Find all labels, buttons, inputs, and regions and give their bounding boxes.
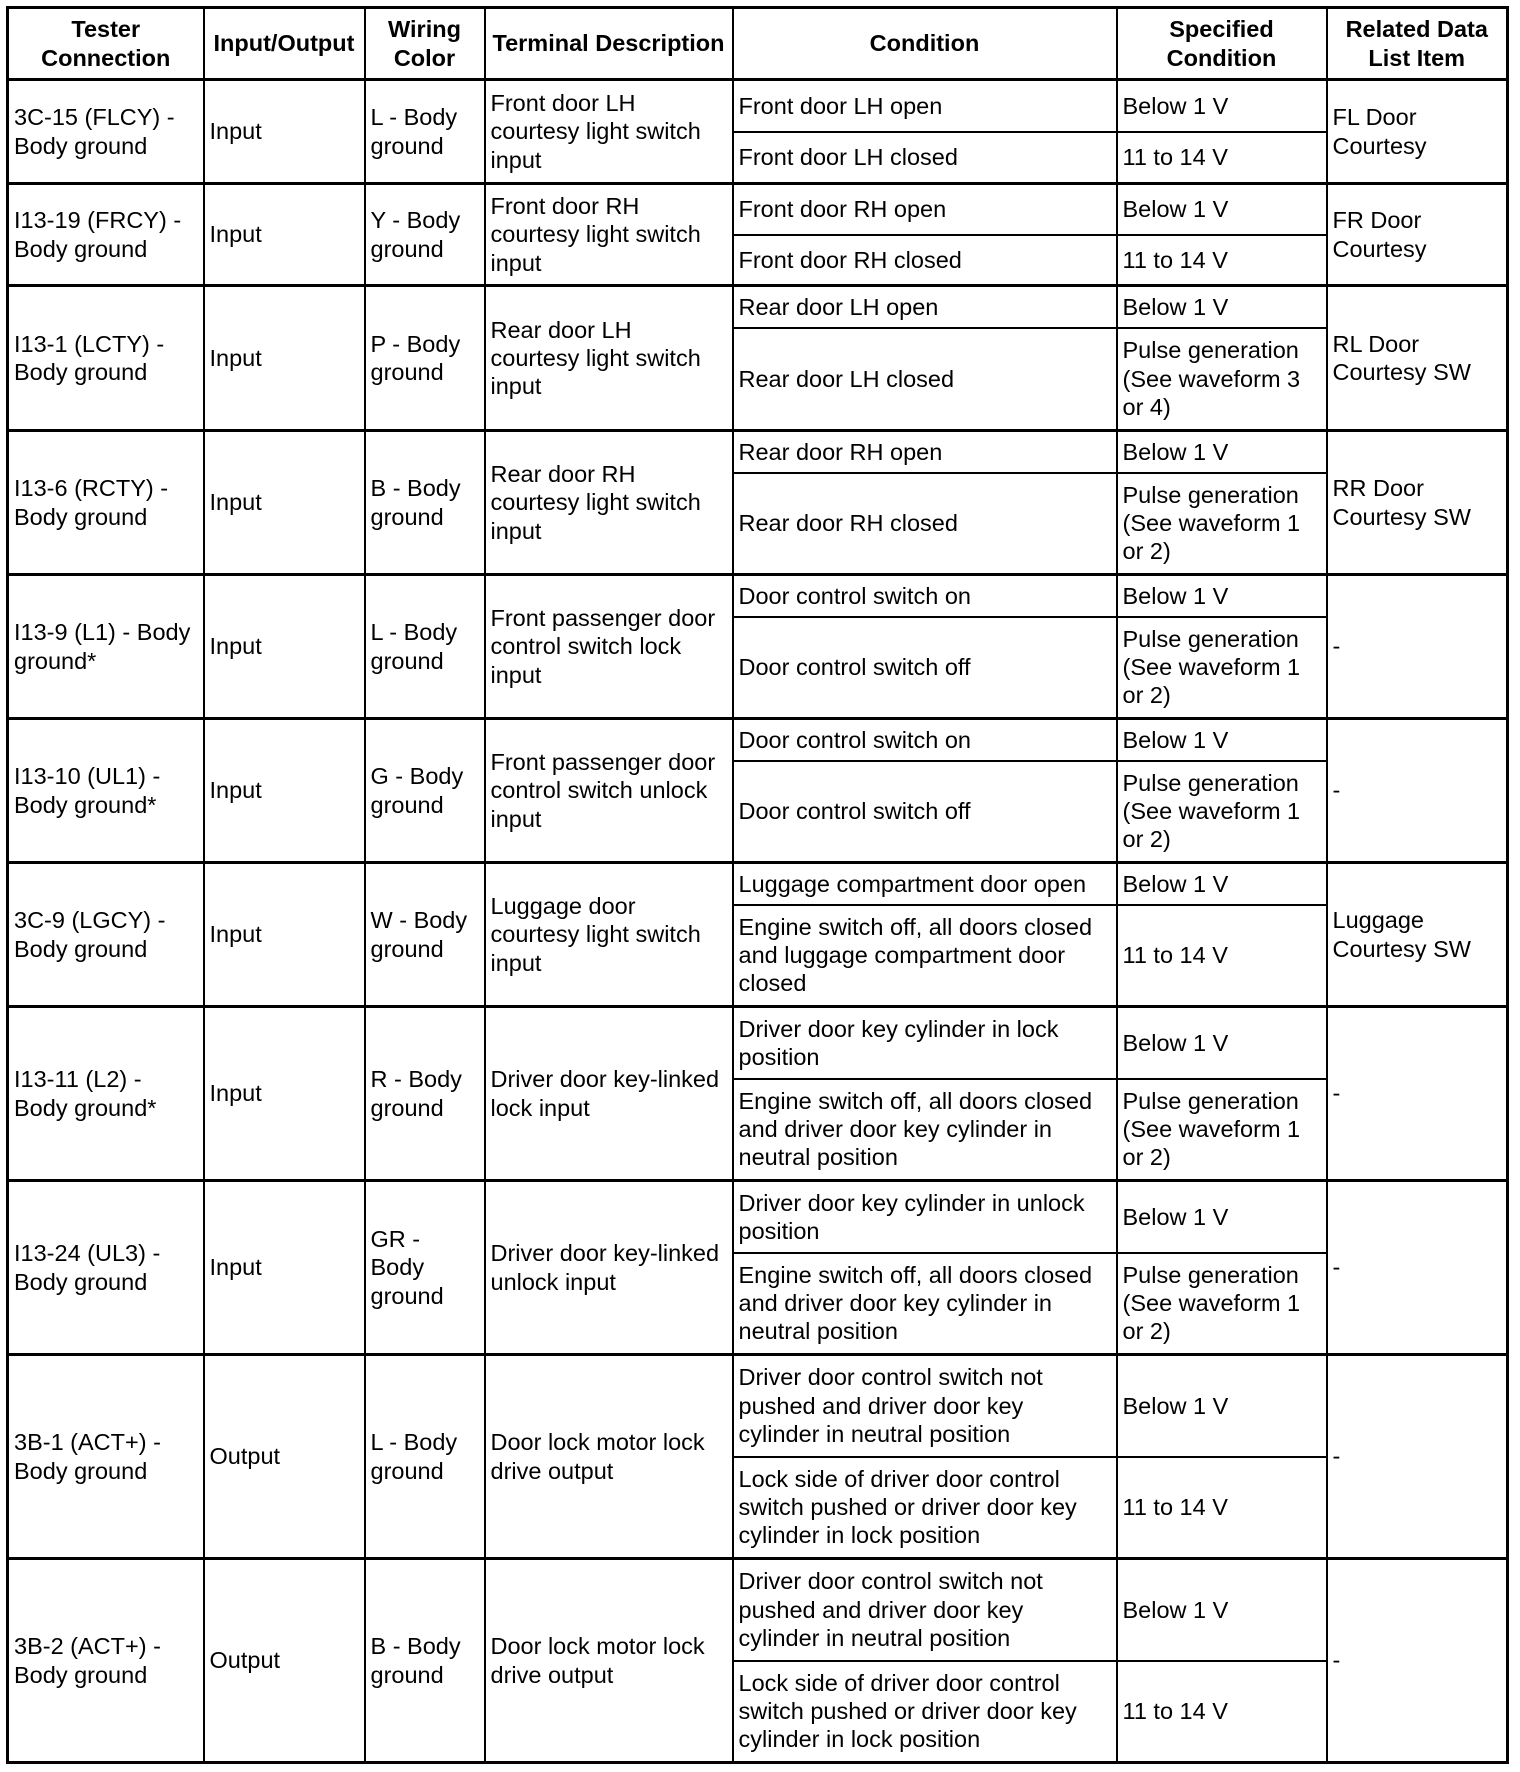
table-row bbox=[8, 80, 1508, 132]
cell-specified-condition: Below 1 V bbox=[1117, 575, 1327, 617]
cell-wiring-color: W - Body ground bbox=[365, 863, 485, 1007]
cell-terminal-description: Front door RH courtesy light switch input bbox=[485, 184, 733, 286]
cell-wiring-color: R - Body ground bbox=[365, 1007, 485, 1181]
cell-related-data-list-item: - bbox=[1327, 1181, 1508, 1355]
cell-related-data-list-item: - bbox=[1327, 575, 1508, 719]
cell-input-output: Input bbox=[204, 863, 365, 1007]
cell-input-output: Output bbox=[204, 1559, 365, 1763]
table-row bbox=[8, 575, 1508, 617]
cell-specified-condition: Below 1 V bbox=[1117, 1007, 1327, 1079]
cell-input-output: Input bbox=[204, 575, 365, 719]
header-condition: Condition bbox=[733, 8, 1117, 80]
cell-terminal-description: Front passenger door control switch lock input bbox=[485, 575, 733, 719]
cell-input-output: Input bbox=[204, 80, 365, 184]
cell-tester-connection: 3B-2 (ACT+) - Body ground bbox=[8, 1559, 204, 1763]
cell-tester-connection: I13-19 (FRCY) - Body ground bbox=[8, 184, 204, 286]
cell-specified-condition: 11 to 14 V bbox=[1117, 132, 1327, 184]
cell-condition: Driver door control switch not pushed and driver door key cylinder in neutral position bbox=[733, 1559, 1117, 1661]
cell-terminal-description: Front passenger door control switch unlock input bbox=[485, 719, 733, 863]
cell-condition: Rear door RH open bbox=[733, 431, 1117, 473]
cell-terminal-description: Rear door LH courtesy light switch input bbox=[485, 286, 733, 431]
cell-wiring-color: B - Body ground bbox=[365, 431, 485, 575]
cell-specified-condition: Pulse generation (See waveform 3 or 4) bbox=[1117, 328, 1327, 431]
cell-related-data-list-item: - bbox=[1327, 1559, 1508, 1763]
cell-input-output: Input bbox=[204, 1007, 365, 1181]
cell-tester-connection: I13-9 (L1) - Body ground* bbox=[8, 575, 204, 719]
header-row bbox=[8, 8, 1508, 80]
cell-tester-connection: I13-6 (RCTY) - Body ground bbox=[8, 431, 204, 575]
cell-wiring-color: P - Body ground bbox=[365, 286, 485, 431]
header-terminal-description: Terminal Description bbox=[485, 8, 733, 80]
cell-related-data-list-item: FR Door Courtesy bbox=[1327, 184, 1508, 286]
cell-specified-condition: Below 1 V bbox=[1117, 863, 1327, 905]
table-row bbox=[8, 1181, 1508, 1253]
table-row bbox=[8, 286, 1508, 328]
cell-tester-connection: I13-24 (UL3) - Body ground bbox=[8, 1181, 204, 1355]
cell-condition: Driver door key cylinder in unlock position bbox=[733, 1181, 1117, 1253]
cell-terminal-description: Front door LH courtesy light switch input bbox=[485, 80, 733, 184]
header-input-output: Input/Output bbox=[204, 8, 365, 80]
cell-input-output: Input bbox=[204, 719, 365, 863]
cell-condition: Luggage compartment door open bbox=[733, 863, 1117, 905]
cell-input-output: Output bbox=[204, 1355, 365, 1559]
cell-tester-connection: I13-1 (LCTY) - Body ground bbox=[8, 286, 204, 431]
cell-related-data-list-item: FL Door Courtesy bbox=[1327, 80, 1508, 184]
cell-specified-condition: 11 to 14 V bbox=[1117, 905, 1327, 1007]
cell-wiring-color: L - Body ground bbox=[365, 80, 485, 184]
cell-specified-condition: Below 1 V bbox=[1117, 286, 1327, 328]
table-row bbox=[8, 1007, 1508, 1079]
cell-wiring-color: G - Body ground bbox=[365, 719, 485, 863]
cell-condition: Lock side of driver door control switch pushed or driver door key cylinder in lock position bbox=[733, 1661, 1117, 1763]
cell-terminal-description: Driver door key-linked unlock input bbox=[485, 1181, 733, 1355]
cell-wiring-color: L - Body ground bbox=[365, 575, 485, 719]
cell-condition: Door control switch on bbox=[733, 575, 1117, 617]
cell-condition: Front door LH open bbox=[733, 80, 1117, 132]
cell-condition: Door control switch off bbox=[733, 617, 1117, 719]
table-row bbox=[8, 719, 1508, 761]
cell-related-data-list-item: - bbox=[1327, 719, 1508, 863]
table-row bbox=[8, 431, 1508, 473]
cell-specified-condition: Below 1 V bbox=[1117, 431, 1327, 473]
cell-terminal-description: Door lock motor lock drive output bbox=[485, 1559, 733, 1763]
cell-specified-condition: Below 1 V bbox=[1117, 1181, 1327, 1253]
cell-condition: Engine switch off, all doors closed and luggage compartment door closed bbox=[733, 905, 1117, 1007]
cell-specified-condition: Below 1 V bbox=[1117, 1355, 1327, 1457]
cell-specified-condition: Pulse generation (See waveform 1 or 2) bbox=[1117, 473, 1327, 575]
cell-wiring-color: B - Body ground bbox=[365, 1559, 485, 1763]
table-row bbox=[8, 863, 1508, 905]
cell-related-data-list-item: RR Door Courtesy SW bbox=[1327, 431, 1508, 575]
cell-condition: Front door RH open bbox=[733, 184, 1117, 235]
cell-specified-condition: Below 1 V bbox=[1117, 1559, 1327, 1661]
cell-related-data-list-item: RL Door Courtesy SW bbox=[1327, 286, 1508, 431]
cell-tester-connection: I13-11 (L2) - Body ground* bbox=[8, 1007, 204, 1181]
cell-input-output: Input bbox=[204, 184, 365, 286]
table-body bbox=[8, 80, 1508, 1763]
cell-specified-condition: 11 to 14 V bbox=[1117, 1457, 1327, 1559]
cell-related-data-list-item: - bbox=[1327, 1355, 1508, 1559]
cell-input-output: Input bbox=[204, 286, 365, 431]
table-row bbox=[8, 184, 1508, 235]
cell-specified-condition: Below 1 V bbox=[1117, 80, 1327, 132]
cell-condition: Engine switch off, all doors closed and driver door key cylinder in neutral position bbox=[733, 1079, 1117, 1181]
header-specified-condition: Specified Condition bbox=[1117, 8, 1327, 80]
cell-condition: Front door RH closed bbox=[733, 235, 1117, 286]
cell-tester-connection: I13-10 (UL1) - Body ground* bbox=[8, 719, 204, 863]
cell-related-data-list-item: Luggage Courtesy SW bbox=[1327, 863, 1508, 1007]
cell-wiring-color: L - Body ground bbox=[365, 1355, 485, 1559]
cell-wiring-color: GR - Body ground bbox=[365, 1181, 485, 1355]
header-tester-connection: Tester Connection bbox=[8, 8, 204, 80]
cell-condition: Door control switch off bbox=[733, 761, 1117, 863]
cell-condition: Rear door LH open bbox=[733, 286, 1117, 328]
header-related-data-list-item: Related Data List Item bbox=[1327, 8, 1508, 80]
table-row bbox=[8, 1355, 1508, 1457]
cell-condition: Rear door LH closed bbox=[733, 328, 1117, 431]
cell-specified-condition: Pulse generation (See waveform 1 or 2) bbox=[1117, 761, 1327, 863]
cell-terminal-description: Rear door RH courtesy light switch input bbox=[485, 431, 733, 575]
terminal-spec-table bbox=[6, 6, 1509, 1764]
cell-input-output: Input bbox=[204, 431, 365, 575]
cell-condition: Lock side of driver door control switch pushed or driver door key cylinder in lock position bbox=[733, 1457, 1117, 1559]
cell-terminal-description: Driver door key-linked lock input bbox=[485, 1007, 733, 1181]
cell-wiring-color: Y - Body ground bbox=[365, 184, 485, 286]
table-row bbox=[8, 1559, 1508, 1661]
cell-tester-connection: 3C-15 (FLCY) - Body ground bbox=[8, 80, 204, 184]
cell-specified-condition: Below 1 V bbox=[1117, 719, 1327, 761]
cell-specified-condition: Below 1 V bbox=[1117, 184, 1327, 235]
cell-terminal-description: Luggage door courtesy light switch input bbox=[485, 863, 733, 1007]
header-wiring-color: Wiring Color bbox=[365, 8, 485, 80]
cell-terminal-description: Door lock motor lock drive output bbox=[485, 1355, 733, 1559]
cell-condition: Driver door control switch not pushed and driver door key cylinder in neutral position bbox=[733, 1355, 1117, 1457]
cell-condition: Door control switch on bbox=[733, 719, 1117, 761]
cell-specified-condition: Pulse generation (See waveform 1 or 2) bbox=[1117, 1253, 1327, 1355]
cell-specified-condition: Pulse generation (See waveform 1 or 2) bbox=[1117, 1079, 1327, 1181]
cell-specified-condition: 11 to 14 V bbox=[1117, 1661, 1327, 1763]
cell-input-output: Input bbox=[204, 1181, 365, 1355]
cell-tester-connection: 3B-1 (ACT+) - Body ground bbox=[8, 1355, 204, 1559]
cell-condition: Driver door key cylinder in lock position bbox=[733, 1007, 1117, 1079]
cell-related-data-list-item: - bbox=[1327, 1007, 1508, 1181]
cell-condition: Rear door RH closed bbox=[733, 473, 1117, 575]
cell-condition: Front door LH closed bbox=[733, 132, 1117, 184]
cell-condition: Engine switch off, all doors closed and driver door key cylinder in neutral position bbox=[733, 1253, 1117, 1355]
cell-specified-condition: Pulse generation (See waveform 1 or 2) bbox=[1117, 617, 1327, 719]
cell-specified-condition: 11 to 14 V bbox=[1117, 235, 1327, 286]
cell-tester-connection: 3C-9 (LGCY) - Body ground bbox=[8, 863, 204, 1007]
table-header bbox=[8, 8, 1508, 80]
